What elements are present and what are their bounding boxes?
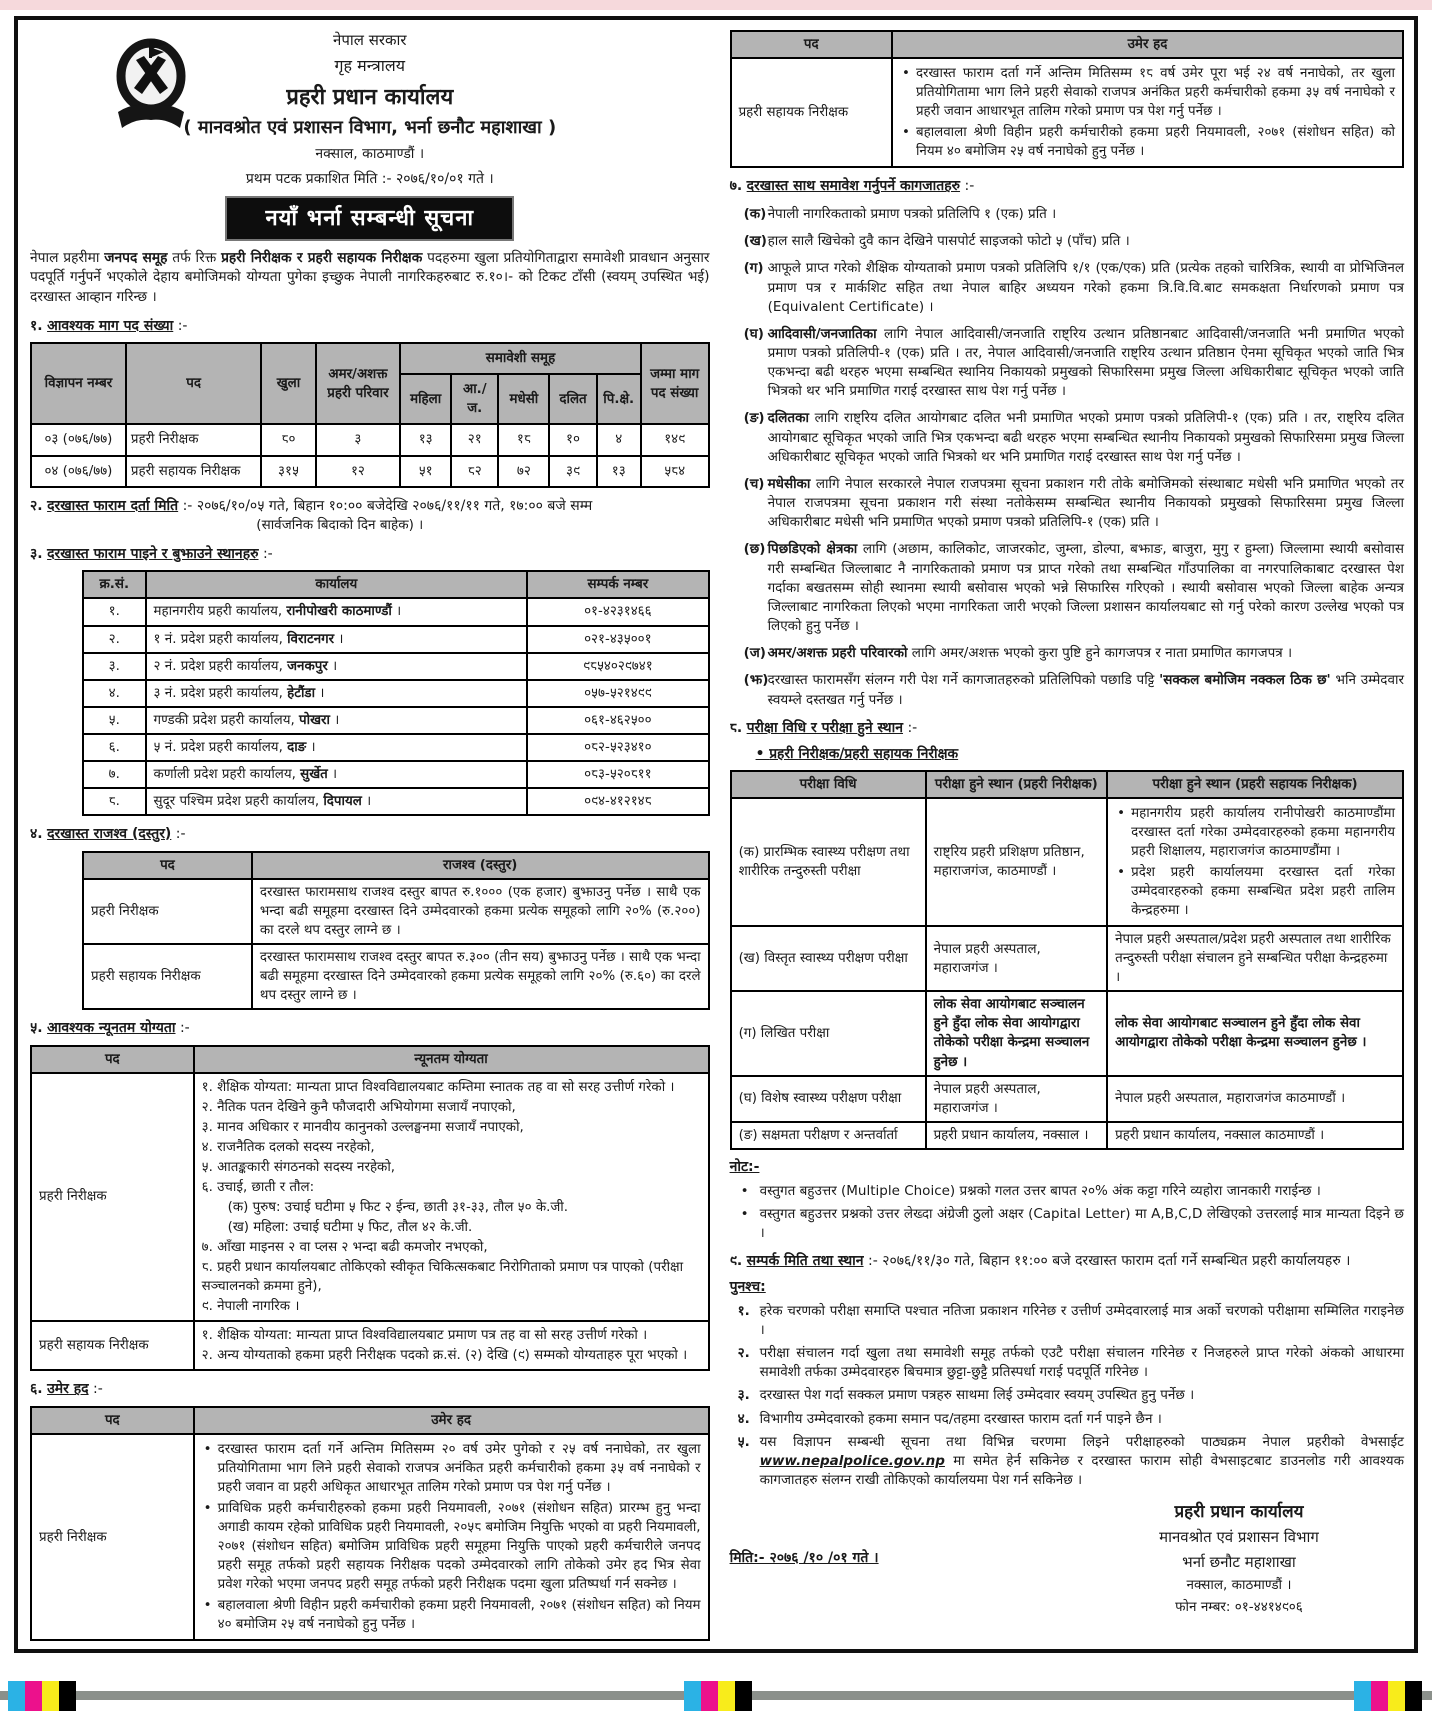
contact-offices-table bbox=[82, 570, 710, 815]
left-column bbox=[20, 24, 722, 1641]
cell-post: प्रहरी सहायक निरीक्षक bbox=[31, 1321, 194, 1370]
cell-ad-no: ०४ (०७६/७७) bbox=[31, 456, 126, 487]
cell-sn: ८. bbox=[83, 788, 146, 815]
cell-aj: २१ bbox=[451, 424, 498, 455]
cell-place-pi: नेपाल प्रहरी अस्पताल, महाराजगंज । bbox=[926, 926, 1108, 991]
document-item: (छ) पिछडिएको क्षेत्रका लागि (अछाम, कालिकोट, जाजरकोट, जुम्ला, डोल्पा, बझाङ, बाजुरा, मुगु र हुम्ला) जिल्लामा स्थायी बसोवास गरी सम्बन्धित जिल्लाबाट नै नागरिकताको प्रमाण पत्र प्राप्त गरेको तथा सम्बन्धित गाँउपालिका वा नगरपालिकाबाट दरखास्त पेश गर्दाका बखतसम्म सोही स्थानमा स्थायी बसोवास भएको भन्ने सिफारिस गरिएको । स्थायी बसोवास भएको जिल्ला बाहेक अन्यत्र जिल्लाबाट नागरिकता लिएको भएमा नागरिकता जारी भएको जिल्ला प्रशासन कार्यालयबाट सो गर्नु परेको कारण उल्लेख भएको पत्र लिएको हुनु पर्नेछ । bbox=[743, 541, 1404, 635]
table-row bbox=[83, 680, 709, 707]
cell-post: प्रहरी निरीक्षक bbox=[31, 1434, 194, 1640]
cell-office: सुदूर पश्चिम प्रदेश प्रहरी कार्यालय, दिपायल । bbox=[146, 788, 528, 815]
col-subheader: महिला bbox=[400, 374, 451, 424]
sig-office: प्रहरी प्रधान कार्यालय bbox=[1174, 1502, 1304, 1523]
col-header: न्यूनतम योग्यता bbox=[194, 1046, 709, 1073]
col-header: जम्मा माग पद संख्या bbox=[641, 343, 709, 424]
cell-place-pi: नेपाल प्रहरी अस्पताल, महाराजगंज । bbox=[926, 1076, 1108, 1122]
col-subheader: दलित bbox=[549, 374, 596, 424]
cell-sn: ३. bbox=[83, 653, 146, 680]
notice-document bbox=[14, 16, 1418, 1653]
cell-qualifications: १. शैक्षिक योग्यता: मान्यता प्राप्त विश्वविद्यालयबाट कम्तिमा स्नातक तह वा सो सरह उत्तीर्ण गरेको । २. नैतिक पतन देखिने कुनै फौजदारी अभियोगमा सजायँ नपाएको, ३. मानव अधिकार र मानवीय कानुनको उल्लङ्घनमा सजायँ नपाएको, ४. राजनैतिक दलको सदस्य नरहेको, ५. आतङ्ककारी संगठनको सदस्य नरहेको, ६. उचाई, छाती र तौल: (क) पुरुष: उचाई घटीमा ५ फिट २ ईन्च, छाती ३१-३३, तौल ५० के.जी. (ख) महिला: उचाई घटीमा ५ फिट, तौल ४२ के.जी. ७. आँखा माइनस २ वा प्लस २ भन्दा बढी कमजोर नभएको, ८. प्रहरी प्रधान कार्यालयबाट तोकिएको स्वीकृत चिकित्सकबाट निरोगिताको प्रमाण पत्र पाएको (परीक्षा सञ्चालनको क्रममा हुने), ९. नेपाली नागरिक । bbox=[194, 1073, 709, 1321]
cell-place-pi: लोक सेवा आयोगबाट सञ्चालन हुने हुँदा लोक सेवा आयोगद्वारा तोकेको परीक्षा केन्द्रमा सञ्चालन हुनेछ । bbox=[926, 991, 1108, 1075]
col-header: उमेर हद bbox=[194, 1407, 709, 1434]
col-header: कार्यालय bbox=[146, 571, 528, 598]
section-8-heading: ८. परीक्षा विधि र परीक्षा हुने स्थान :- bbox=[729, 719, 918, 736]
col-header: पद bbox=[83, 852, 252, 879]
col-header-group: समावेशी समूह bbox=[400, 343, 641, 374]
cell-phone: ०९४-४१२१४८ bbox=[527, 788, 708, 815]
intro-paragraph: नेपाल प्रहरीमा जनपद समूह तर्फ रिक्त प्रहरी निरीक्षक र प्रहरी सहायक निरीक्षक पदहरुमा खुला प्रतियोगिताद्वारा समावेशी प्रावधान अनुसार पदपूर्ति गर्नुपर्ने भएकोले देहाय बमोजिमको योग्यता पुगेका इच्छुक नेपाली नागरिकहरुबाट रु.१०।- को टिकट टाँसी (स्वयम् उपस्थित भई) दरखास्त आव्हान गरिन्छ । bbox=[30, 249, 710, 305]
table-row bbox=[731, 798, 1403, 926]
cell-sn: ५. bbox=[83, 707, 146, 734]
exam-posts-subheading: • प्रहरी निरीक्षक/प्रहरी सहायक निरीक्षक bbox=[756, 745, 1404, 765]
cell-amar: १२ bbox=[316, 456, 401, 487]
cell-phone: ०१-४२३१४६६ bbox=[527, 598, 708, 625]
cell-qualifications: १. शैक्षिक योग्यता: मान्यता प्राप्त विश्वविद्यालयबाट प्रमाण पत्र तह वा सो सरह उत्तीर्ण गरेको । २. अन्य योग्यताको हकमा प्रहरी निरीक्षक पदको क्र.सं. (२) देखि (९) सम्मको योग्यताहरु पूरा भएको । bbox=[194, 1321, 709, 1370]
cell-sn: १. bbox=[83, 598, 146, 625]
signature-area bbox=[730, 1500, 1404, 1617]
col-header: सम्पर्क नम्बर bbox=[527, 571, 708, 598]
cell-age-rules bbox=[892, 58, 1403, 167]
cell-open: ८० bbox=[261, 424, 315, 455]
published-date-line: प्रथम पटक प्रकाशित मिति :- २०७६/१०/०१ गते । bbox=[245, 170, 494, 187]
cell-place-asi: नेपाल प्रहरी अस्पताल/प्रदेश प्रहरी अस्पताल तथा शारीरिक तन्दुरुस्ती परीक्षा संचालन हुने सम्बन्धित परीक्षा केन्द्रहरुमा । bbox=[1107, 926, 1403, 991]
cell-office: १ नं. प्रदेश प्रहरी कार्यालय, विराटनगर । bbox=[146, 626, 528, 653]
col-header: उमेर हद bbox=[892, 31, 1403, 58]
note-item: • वस्तुगत बहुउत्तर (Multiple Choice) प्रश्नको गलत उत्तर बापत २०% अंक कट्टा गरिने व्यहोरा जानकारी गराईन्छ । bbox=[740, 1182, 1321, 1199]
age-rule: • बहालवाला श्रेणी विहीन प्रहरी कर्मचारीको हकमा प्रहरी नियमावली, २०७१ (संशोधन सहित) को नियम ४० बमोजिम २५ वर्ष ननाघेको हुनु पर्नेछ । bbox=[202, 1596, 701, 1634]
cell-phone: ०५७-५२१४९९ bbox=[527, 680, 708, 707]
document-item: (ङ) दलितका लागि राष्ट्रिय दलित आयोगबाट दलित भनी प्रमाणित भएको प्रमाण पत्रको प्रतिलिपी-१ (एक) प्रति । तर, राष्ट्रिय दलित आयोगबाट सूचिकृत भएको जाति भित्र एकभन्दा बढी थरहरु भएमा सम्बन्धित स्थानीय निकायको प्रमुखको सिफारिसमा प्रमुख जिल्ला अधिकारीबाट सूचिकृत भएको जाति भित्रको थर भनि प्रमाणित गराई दरखास्त साथ पेश गर्नु पर्नेछ । bbox=[743, 410, 1404, 465]
cell-post: प्रहरी सहायक निरीक्षक bbox=[126, 456, 262, 487]
sig-address: नक्साल, काठमाण्डौं । bbox=[1186, 1576, 1292, 1593]
postscript-item: १. हरेक चरणको परीक्षा समाप्ति पश्चात नतिजा प्रकाशन गरिनेछ र उत्तीर्ण उम्मेदवारलाई मात्र अर्को चरणको परीक्षामा सम्मिलित गराइनेछ । bbox=[737, 1302, 1404, 1338]
cell-phone: ९८५४०२९७४१ bbox=[527, 653, 708, 680]
print-registration-bar bbox=[0, 1669, 1432, 1725]
cell-sn: ७. bbox=[83, 761, 146, 788]
nepal-police-website-link[interactable]: www.nepalpolice.gov.np bbox=[759, 1452, 945, 1469]
age-limit-table-pi bbox=[30, 1406, 710, 1641]
col-header: पद bbox=[731, 31, 892, 58]
table-row bbox=[731, 1076, 1403, 1122]
table-row bbox=[83, 944, 709, 1009]
cell-post: प्रहरी सहायक निरीक्षक bbox=[83, 944, 252, 1009]
cell-phone: ०८२-५२३४१० bbox=[527, 734, 708, 761]
table-row bbox=[31, 424, 709, 455]
cell-fee-text: दरखास्त फारामसाथ राजश्व दस्तुर बापत रु.१००० (एक हजार) बुझाउनु पर्नेछ । साथै एक भन्दा बढी समूहमा दरखास्त दिने उम्मेदवारको हकमा प्रत्येक समूहको लागि २०% (रु.२००) का दरले थप दस्तुर लाग्ने छ । bbox=[252, 879, 709, 944]
col-subheader: आ./ज. bbox=[451, 374, 498, 424]
col-header: राजश्व (दस्तुर) bbox=[252, 852, 709, 879]
cell-madhesi: ७२ bbox=[498, 456, 549, 487]
section-7-heading: ७. दरखास्त साथ समावेश गर्नुपर्ने कागजातहरु :- bbox=[729, 178, 975, 195]
signature-block bbox=[1074, 1500, 1404, 1617]
cell-fee-text: दरखास्त फारामसाथ राजश्व दस्तुर बापत रु.३०० (तीन सय) बुझाउनु पर्नेछ । साथै एक भन्दा बढी समूहमा दरखास्त दिने उम्मेदवारको हकमा प्रत्येक समूहको लागि २०% (रु.६०) का दरले थप दस्तुर लाग्ने छ । bbox=[252, 944, 709, 1009]
cell-phone: ०२१-४३५००१ bbox=[527, 626, 708, 653]
document-item: (झ) दरखास्त फारामसँग संलग्न गरी पेश गर्ने कागजातहरुको प्रतिलिपिको पछाडि पट्टि 'सक्कल बमोजिम नक्कल ठिक छ' भनि उम्मेदवार स्वयम्ले दस्तखत गर्नु पर्नेछ । bbox=[743, 672, 1404, 708]
table-row bbox=[31, 1073, 709, 1321]
section-4-heading: ४. दरखास्त राजश्व (दस्तुर) :- bbox=[30, 825, 186, 842]
table-row bbox=[31, 1321, 709, 1370]
cell-sn: ४. bbox=[83, 680, 146, 707]
exam-schedule-table bbox=[730, 770, 1404, 1150]
table-row bbox=[731, 991, 1403, 1075]
cell-place-asi: लोक सेवा आयोगबाट सञ्चालन हुने हुँदा लोक सेवा आयोगद्वारा तोकेको परीक्षा केन्द्रमा सञ्चालन हुनेछ । bbox=[1107, 991, 1403, 1075]
issue-date: मिति:- २०७६ /१० /०१ गते । bbox=[729, 1549, 879, 1566]
table-row bbox=[83, 734, 709, 761]
cell-office: ५ नं. प्रदेश प्रहरी कार्यालय, दाङ । bbox=[146, 734, 528, 761]
cell-phone: ०८३-५२०८११ bbox=[527, 761, 708, 788]
cell-ad-no: ०३ (०७६/७७) bbox=[31, 424, 126, 455]
cmyk-swatch-right bbox=[1354, 1681, 1422, 1711]
section-9-heading: ९. सम्पर्क मिति तथा स्थान :- २०७६/११/३० गते, बिहान ११:०० बजे दरखास्त फाराम दर्ता गर्ने सम्बन्धित प्रहरी कार्यालयहरु । bbox=[729, 1252, 1351, 1269]
cell-place-asi: प्रहरी प्रधान कार्यालय, नक्साल काठमाण्डौं । bbox=[1107, 1122, 1403, 1149]
table-row bbox=[731, 58, 1403, 167]
cell-dalit: ३९ bbox=[549, 456, 596, 487]
cell-post: प्रहरी सहायक निरीक्षक bbox=[731, 58, 892, 167]
ministry-line: गृह मन्त्रालय bbox=[334, 56, 406, 76]
table-row bbox=[731, 926, 1403, 991]
note-heading: नोट:- bbox=[729, 1158, 760, 1175]
cell-open: ३१५ bbox=[261, 456, 315, 487]
cell-office: गण्डकी प्रदेश प्रहरी कार्यालय, पोखरा । bbox=[146, 707, 528, 734]
col-header: विज्ञापन नम्बर bbox=[31, 343, 126, 424]
notice-banner: नयाँ भर्ना सम्बन्धी सूचना bbox=[227, 198, 512, 239]
col-header: पद bbox=[126, 343, 262, 424]
document-header bbox=[30, 28, 710, 239]
cell-sn: ६. bbox=[83, 734, 146, 761]
cell-female: ५१ bbox=[400, 456, 451, 487]
address-line: नक्साल, काठमाण्डौं । bbox=[315, 145, 425, 162]
cell-backward: १३ bbox=[597, 456, 641, 487]
fee-table bbox=[82, 851, 710, 1010]
office-title: प्रहरी प्रधान कार्यालय bbox=[286, 85, 454, 111]
table-row bbox=[31, 1434, 709, 1640]
cmyk-swatch-middle bbox=[684, 1681, 752, 1711]
cell-madhesi: १८ bbox=[498, 424, 549, 455]
holiday-note: (सार्वजनिक बिदाको दिन बाहेक) । bbox=[256, 517, 424, 534]
age-limit-table-asi bbox=[730, 30, 1404, 168]
cell-post: प्रहरी निरीक्षक bbox=[126, 424, 262, 455]
section-1-heading: १. आवश्यक माग पद संख्या :- bbox=[30, 317, 188, 334]
age-rule: • दरखास्त फाराम दर्ता गर्ने अन्तिम मितिसम्म १८ वर्ष उमेर पूरा भई २४ वर्ष ननाघेको, तर खुला प्रतियोगितामा भाग लिने प्रहरी सेवाको राजपत्र अनंकित प्रहरी कर्मचारीको हकमा ३५ वर्ष ननाघेको र प्रहरी जवान आधारभूत तालिम गरेको प्रमाण पत्र पेश गर्नु पर्नेछ । bbox=[900, 64, 1395, 121]
right-column bbox=[722, 24, 1412, 1641]
cell-place-pi: राष्ट्रिय प्रहरी प्रशिक्षण प्रतिष्ठान, महाराजगंज, काठमाण्डौं । bbox=[926, 798, 1108, 926]
col-header: परीक्षा हुने स्थान (प्रहरी सहायक निरीक्षक) bbox=[1107, 771, 1403, 798]
nepal-police-emblem-icon bbox=[108, 36, 194, 140]
col-header: अमर/अशक्त प्रहरी परिवार bbox=[316, 343, 401, 424]
cell-post: प्रहरी निरीक्षक bbox=[83, 879, 252, 944]
sig-branch: भर्ना छनौट महाशाखा bbox=[1182, 1552, 1296, 1571]
cell-method: (ग) लिखित परीक्षा bbox=[731, 991, 926, 1075]
col-header: पद bbox=[31, 1046, 194, 1073]
department-line: ( मानवश्रोत एवं प्रशासन विभाग, भर्ना छनौट महाशाखा ) bbox=[183, 117, 557, 139]
col-header: पद bbox=[31, 1407, 194, 1434]
cell-amar: ३ bbox=[316, 424, 401, 455]
table-row bbox=[83, 707, 709, 734]
sig-phone: फोन नम्बर: ०१-४४१४९०६ bbox=[1175, 1599, 1303, 1616]
col-header: परीक्षा विधि bbox=[731, 771, 926, 798]
section-3-heading: ३. दरखास्त फाराम पाइने र बुझाउने स्थानहरु :- bbox=[30, 545, 273, 562]
cell-method: (ङ) सक्षमता परीक्षण र अन्तर्वार्ता bbox=[731, 1122, 926, 1149]
col-subheader: मधेसी bbox=[498, 374, 549, 424]
table-row bbox=[83, 788, 709, 815]
cell-sn: २. bbox=[83, 626, 146, 653]
cell-office: ३ नं. प्रदेश प्रहरी कार्यालय, हेटौंडा । bbox=[146, 680, 528, 707]
cell-dalit: १० bbox=[549, 424, 596, 455]
cell-total: ५८४ bbox=[641, 456, 709, 487]
cell-phone: ०६१-४६२५०० bbox=[527, 707, 708, 734]
print-color-strip bbox=[0, 0, 1432, 10]
age-rule: • बहालवाला श्रेणी विहीन प्रहरी कर्मचारीको हकमा प्रहरी नियमावली, २०७१ (संशोधन सहित) को नियम ४० बमोजिम २५ वर्ष ननाघेको हुनु पर्नेछ । bbox=[900, 123, 1395, 161]
table-row bbox=[83, 626, 709, 653]
qualification-table bbox=[30, 1045, 710, 1371]
cell-total: १४९ bbox=[641, 424, 709, 455]
cell-aj: ८२ bbox=[451, 456, 498, 487]
cell-female: १३ bbox=[400, 424, 451, 455]
cmyk-swatch-left bbox=[8, 1681, 76, 1711]
document-item: (ज) अमर/अशक्त प्रहरी परिवारको लागि अमर/अशक्त भएको कुरा पुष्टि हुने कागजपत्र र नाता प्रमाणित कागजपत्र । bbox=[743, 645, 1293, 662]
cell-method: (घ) विशेष स्वास्थ्य परीक्षण परीक्षा bbox=[731, 1076, 926, 1122]
table-row bbox=[83, 653, 709, 680]
table-row bbox=[83, 879, 709, 944]
cell-office: कर्णाली प्रदेश प्रहरी कार्यालय, सुर्खेत । bbox=[146, 761, 528, 788]
postscript-item: २. परीक्षा संचालन गर्दा खुला तथा समावेशी समूह तर्फको एउटै परीक्षा संचालन गरिनेछ र निजहरुले प्राप्त गरेको अंकको आधारमा समावेशी तर्फका उम्मेदवारहरु बिचमात्र छुट्टा-छुट्टै प्रतिस्पर्धा गराई पदपूर्ति गरिनेछ । bbox=[737, 1345, 1404, 1381]
postscript-heading: पुनश्च: bbox=[729, 1278, 766, 1295]
cell-method: (क) प्रारम्भिक स्वास्थ्य परीक्षण तथा शारीरिक तन्दुरुस्ती परीक्षा bbox=[731, 798, 926, 926]
cell-method: (ख) विस्तृत स्वास्थ्य परीक्षण परीक्षा bbox=[731, 926, 926, 991]
gov-line: नेपाल सरकार bbox=[333, 31, 407, 49]
section-2-heading: २. दरखास्त फाराम दर्ता मिति :- २०७६/१०/०५ गते, बिहान १०:०० बजेदेखि २०७६/११/११ गते, १७:०० बजे सम्म bbox=[30, 497, 593, 514]
document-item: (क) नेपाली नागरिकताको प्रमाण पत्रको प्रतिलिपि १ (एक) प्रति । bbox=[743, 206, 1057, 223]
table-row bbox=[83, 761, 709, 788]
col-header: क्र.सं. bbox=[83, 571, 146, 598]
postscript-item: ४. विभागीय उम्मेदवारको हकमा समान पद/तहमा दरखास्त फाराम दर्ता गर्न पाइने छैन । bbox=[737, 1410, 1162, 1427]
cell-office: महानगरीय प्रहरी कार्यालय, रानीपोखरी काठमाण्डौं । bbox=[146, 598, 528, 625]
document-item: (ख) हाल सालै खिचेको दुवै कान देखिने पासपोर्ट साइजको फोटो ५ (पाँच) प्रति । bbox=[743, 233, 1130, 250]
document-item: (च) मधेसीका लागि नेपाल सरकारले नेपाल राजपत्रमा सूचना प्रकाशन गरी तोके बमोजिमको संस्थाबाट मधेसी भनि प्रमाणित भएको तर नेपाल राजपत्रमा सूचना प्रकाशन गरी संस्था नतोकेसम्म सम्बन्धित स्थानीय निकायको प्रमुखको सिफारिसमा प्रमुख जिल्ला अधिकारीबाट मधेसी भनि प्रमाणित भएको प्रमाण पत्रको प्रतिलिपि-१ (एक) प्रति । bbox=[743, 475, 1404, 531]
table-row bbox=[731, 1122, 1403, 1149]
table-row bbox=[31, 456, 709, 487]
cell-backward: ४ bbox=[597, 424, 641, 455]
table-row bbox=[83, 598, 709, 625]
col-subheader: पि.क्षे. bbox=[597, 374, 641, 424]
age-rule: • दरखास्त फाराम दर्ता गर्ने अन्तिम मितिसम्म २० वर्ष उमेर पुगेको र २५ वर्ष ननाघेको, तर खुला प्रतियोगितामा भाग लिने प्रहरी सेवाको राजपत्र अनंकित प्रहरी कर्मचारीको हकमा ३५ वर्ष ननाघेको र प्रहरी जवान वा प्रहरी अधिकृत आधारभूत तालिम गरेको प्रमाण पत्र पेश गर्नु पर्नेछ । bbox=[202, 1440, 701, 1497]
postscript-item: ५. यस विज्ञापन सम्बन्धी सूचना तथा विभिन्न चरणमा लिइने परीक्षाहरुको पाठ्यक्रम नेपाल प्रहरीको वेभसाईट www.nepalpolice.gov.np मा समेत हेर्न सकिनेछ र दरखास्त फाराम सोही वेभसाइटबाट डाउनलोड गरी आवश्यक कागजातहरु संलग्न राखी तोकिएको कार्यालयमा पेश गर्न सकिनेछ । bbox=[737, 1433, 1404, 1488]
cell-age-rules bbox=[194, 1434, 709, 1640]
cell-office: २ नं. प्रदेश प्रहरी कार्यालय, जनकपुर । bbox=[146, 653, 528, 680]
col-header: परीक्षा हुने स्थान (प्रहरी निरीक्षक) bbox=[926, 771, 1108, 798]
cell-place-asi: नेपाल प्रहरी अस्पताल, महाराजगंज काठमाण्डौं । bbox=[1107, 1076, 1403, 1122]
postscript-item: ३. दरखास्त पेश गर्दा सक्कल प्रमाण पत्रहरु साथमा लिई उम्मेदवार स्वयम् उपस्थित हुनु पर्नेछ । bbox=[737, 1387, 1195, 1404]
sig-department: मानवश्रोत एवं प्रशासन विभाग bbox=[1159, 1528, 1319, 1547]
document-item: (घ) आदिवासी/जनजातिका लागि नेपाल आदिवासी/जनजाति राष्ट्रिय उत्थान प्रतिष्ठानबाट आदिवासी/जनजाति भनी प्रमाणित भएको प्रमाण पत्रको प्रतिलिपी-१ (एक) प्रति । तर, नेपाल आदिवासी/जनजाति राष्ट्रिय उत्थान प्रतिष्ठान ऐनमा सूचिकृत भएको जाति भित्र एकभन्दा बढी थरहरु भएमा सम्बन्धित स्थानिय निकायको प्रमुखको सिफारिसमा प्रमुख जिल्ला अधिकारीबाट सूचिकृत भएको जाति भित्रको थर भनि प्रमाणित गराई दरखास्त साथ पेश गर्नु पर्नेछ । bbox=[743, 325, 1404, 400]
section-6-heading: ६. उमेर हद :- bbox=[30, 1381, 103, 1398]
note-item: • वस्तुगत बहुउत्तर प्रश्नको उत्तर लेख्दा अंग्रेजी ठुलो अक्षर (Capital Letter) मा A,B,C,D लेखिएको उत्तरलाई मात्र मान्यता दिइने छ । bbox=[740, 1205, 1404, 1241]
col-header: खुला bbox=[261, 343, 315, 424]
cell-place-pi: प्रहरी प्रधान कार्यालय, नक्साल । bbox=[926, 1122, 1108, 1149]
section-5-heading: ५. आवश्यक न्यूनतम योग्यता :- bbox=[30, 1019, 190, 1036]
cell-place-asi: • महानगरीय प्रहरी कार्यालय रानीपोखरी काठमाण्डौंमा दरखास्त दर्ता गरेका उम्मेदवारहरुको हकमा महानगरीय प्रहरी शिक्षालय, महाराजगंज काठमाण्डौंमा । • प्रदेश प्रहरी कार्यालयमा दरखास्त दर्ता गरेका उम्मेदवारहरुको हकमा सम्बन्धित प्रदेश प्रहरी तालिम केन्द्रहरुमा । bbox=[1107, 798, 1403, 926]
document-item: (ग) आफूले प्राप्त गरेको शैक्षिक योग्यताको प्रमाण पत्रको प्रतिलिपि १/१ (एक/एक) प्रति (प्रत्येक तहको चारित्रिक, स्थायी वा प्रोभिजिनल प्रमाण पत्र र मार्कशिट सहित तथा नेपाल बाहिर अध्ययन गरेको हकमा त्रि.वि.वि.बाट समकक्षता निर्धारणको प्रमाण पत्र (Equivalent Certificate) । bbox=[743, 260, 1404, 315]
cell-post: प्रहरी निरीक्षक bbox=[31, 1073, 194, 1321]
age-rule: • प्राविधिक प्रहरी कर्मचारीहरुको हकमा प्रहरी नियमावली, २०७१ (संशोधन सहित) प्रारम्भ हुनु भन्दा अगाडी कायम रहेको प्राविधिक प्रहरी नियमावली, २०५८ बमोजिम नियुक्ति भएको वा प्रहरी नियमावली, २०७१ (संशोधन सहित) बमोजिम प्राविधिक प्रहरी समूहमा नियुक्ति पाएको प्रहरी कर्मचारीले जनपद प्रहरी समूह तर्फको प्रहरी सहायक निरीक्षक पदको उम्मेदवारको लागि तोकेको उमेर हद भित्र सेवा प्रवेश गरेको भएमा जनपद प्रहरी समूह तर्फको प्रहरी निरीक्षक पदमा खुला प्रतिष्पर्धा गर्न सक्नेछ । bbox=[202, 1499, 701, 1594]
vacancy-table bbox=[30, 342, 710, 487]
